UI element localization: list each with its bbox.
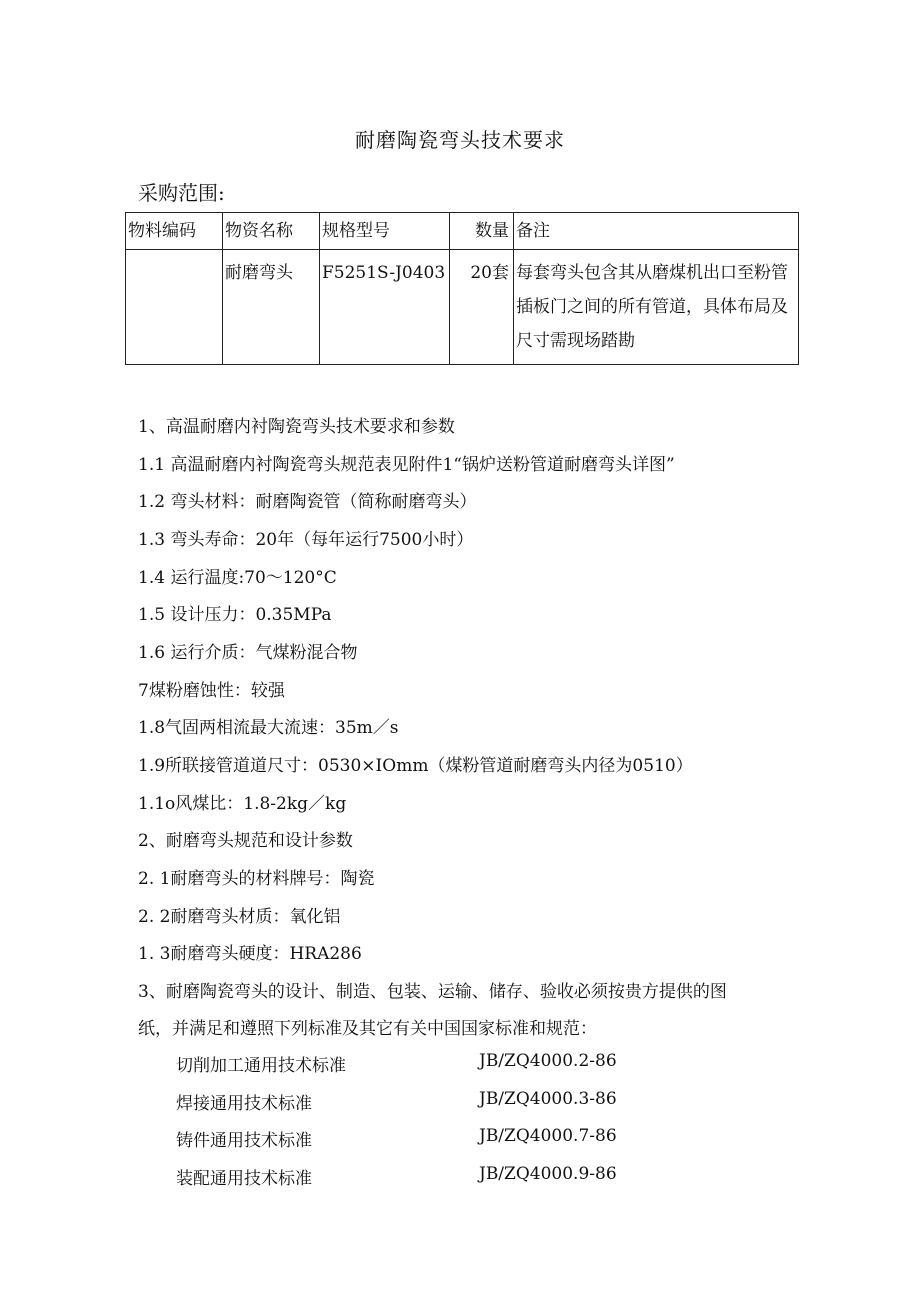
cell-material-name: 耐磨弯头	[223, 250, 320, 365]
item-2-1: 2. 1耐磨弯头的材料牌号：陶瓷	[138, 869, 375, 889]
item-1-9: 1.9所联接管道道尺寸：0530×IOmm（煤粉管道耐磨弯头内径为0510）	[138, 756, 693, 776]
header-material-name: 物资名称	[223, 213, 320, 250]
item-1-7: 7煤粉磨蚀性：较强	[138, 681, 285, 701]
item-1-3: 1.3 弯头寿命：20年（每年运行7500小时）	[138, 530, 474, 550]
item-1-5: 1.5 设计压力：0.35MPa	[138, 605, 332, 625]
section-2-heading: 2、耐磨弯头规范和设计参数	[138, 831, 353, 851]
standard-name: 焊接通用技术标准	[176, 1094, 312, 1114]
cell-quantity: 20套	[450, 250, 514, 365]
standard-name: 切削加工通用技术标准	[176, 1056, 346, 1076]
item-1-2: 1.2 弯头材料：耐磨陶瓷管（简称耐磨弯头）	[138, 492, 477, 512]
standard-code: JB/ZQ4000.7-86	[479, 1126, 617, 1146]
header-material-code: 物料编码	[126, 213, 223, 250]
item-2-3: 1. 3耐磨弯头硬度：HRA286	[138, 944, 362, 964]
standard-code: JB/ZQ4000.2-86	[479, 1051, 617, 1071]
item-1-10: 1.1o风煤比：1.8-2kg／kg	[138, 794, 347, 814]
header-remark: 备注	[514, 213, 799, 250]
item-1-1: 1.1 高温耐磨内衬陶瓷弯头规范表见附件1“锅炉送粉管道耐磨弯头详图”	[138, 455, 675, 475]
standard-code: JB/ZQ4000.9-86	[479, 1164, 617, 1184]
header-quantity: 数量	[450, 213, 514, 250]
header-spec-model: 规格型号	[320, 213, 450, 250]
standard-code: JB/ZQ4000.3-86	[479, 1089, 617, 1109]
item-2-2: 2. 2耐磨弯头材质：氧化铝	[138, 907, 341, 927]
item-1-6: 1.6 运行介质：气煤粉混合物	[138, 643, 358, 663]
cell-spec-model: F5251S-J0403	[320, 250, 450, 365]
page-title: 耐磨陶瓷弯头技术要求	[355, 128, 565, 152]
procurement-table	[125, 212, 799, 365]
table-header-row	[126, 213, 799, 250]
cell-material-code	[126, 250, 223, 365]
item-1-4: 1.4 运行温度:70～120°C	[138, 568, 337, 588]
section-1-heading: 1、高温耐磨内衬陶瓷弯头技术要求和参数	[138, 417, 455, 437]
standard-name: 铸件通用技术标准	[176, 1131, 312, 1151]
section-3-heading: 3、耐磨陶瓷弯头的设计、制造、包装、运输、储存、验收必须按贵方提供的图	[138, 982, 727, 1002]
table-row	[126, 250, 799, 365]
section-3-continuation: 纸，并满足和遵照下列标准及其它有关中国国家标准和规范：	[138, 1019, 597, 1039]
scope-heading: 采购范围:	[138, 181, 225, 205]
item-1-8: 1.8气固两相流最大流速：35m／s	[138, 718, 399, 738]
cell-remark: 每套弯头包含其从磨煤机出口至粉管插板门之间的所有管道，具体布局及尺寸需现场踏勘	[514, 250, 799, 365]
standard-name: 装配通用技术标准	[176, 1169, 312, 1189]
